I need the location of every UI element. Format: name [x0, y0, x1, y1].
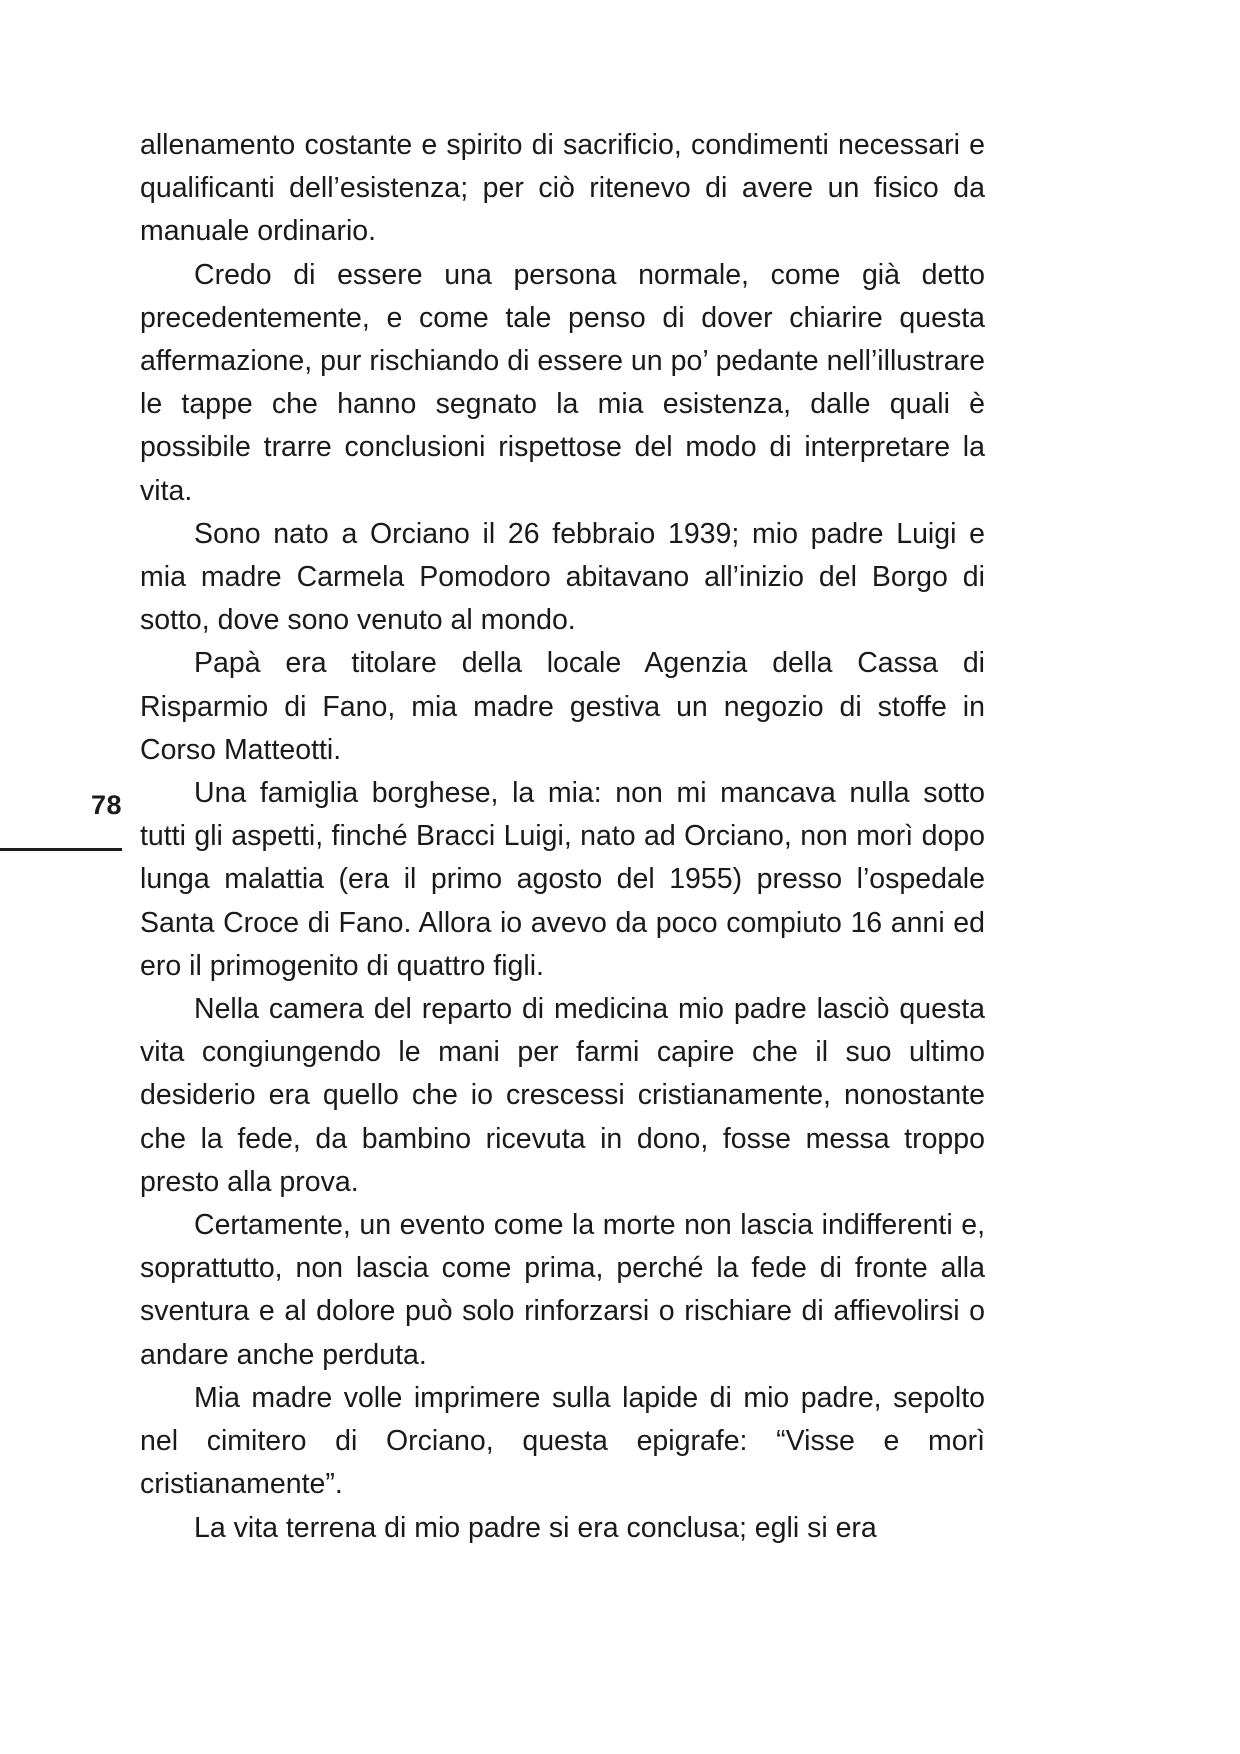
folio-block	[0, 792, 128, 872]
page-number: 78	[90, 790, 122, 820]
paragraph: La vita terrena di mio padre si era conclusa; egli si era	[194, 1511, 877, 1544]
body-text-column	[140, 124, 985, 1550]
paragraph: Credo di essere una persona normale, come già detto precedentemente, e come tale penso di dover chiarire questa affermazione, pur rischiando di essere un po’ pedante nell’illustrare le tappe che hanno segnato la mia esistenza, dalle quali è possibile trarre conclusioni rispettose del modo di interpretare la vita.	[140, 258, 985, 507]
paragraph: Mia madre volle imprimere sulla lapide di mio padre, sepolto nel cimitero di Orciano, questa epigrafe: “Visse e morì cristianamente”.	[140, 1381, 985, 1501]
paragraph: Una famiglia borghese, la mia: non mi mancava nulla sotto tutti gli aspetti, finché Bracci Luigi, nato ad Orciano, non morì dopo lunga malattia (era il primo agosto del 1955) presso l’ospedale Santa Croce di Fano. Allora io avevo da poco compiuto 16 anni ed ero il primogenito di quattro figli.	[140, 777, 985, 982]
paragraph: Nella camera del reparto di medicina mio padre lasciò questa vita congiungendo le mani per farmi capire che il suo ultimo desiderio era quello che io crescessi cristianamente, nonostante che la fede, da bambino ricevuta in dono, fosse messa troppo presto alla prova.	[140, 993, 985, 1198]
paragraph: allenamento costante e spirito di sacrificio, condimenti necessari e qualificanti dell’esistenza; per ciò ritenevo di avere un fisico da manuale ordinario.	[140, 129, 985, 248]
paragraph: Sono nato a Orciano il 26 febbraio 1939; mio padre Luigi e mia madre Carmela Pomodoro abitavano all’inizio del Borgo di sotto, dove sono venuto al mondo.	[140, 517, 985, 637]
folio-divider-rule	[0, 848, 122, 851]
paragraph: Certamente, un evento come la morte non lascia indifferenti e, soprattutto, non lascia come prima, perché la fede di fronte alla sventura e al dolore può solo rinforzarsi o rischiare di affievolirsi o andare anche perduta.	[140, 1209, 985, 1371]
paragraph: Papà era titolare della locale Agenzia della Cassa di Risparmio di Fano, mia madre gestiva un negozio di stoffe in Corso Matteotti.	[140, 647, 985, 766]
